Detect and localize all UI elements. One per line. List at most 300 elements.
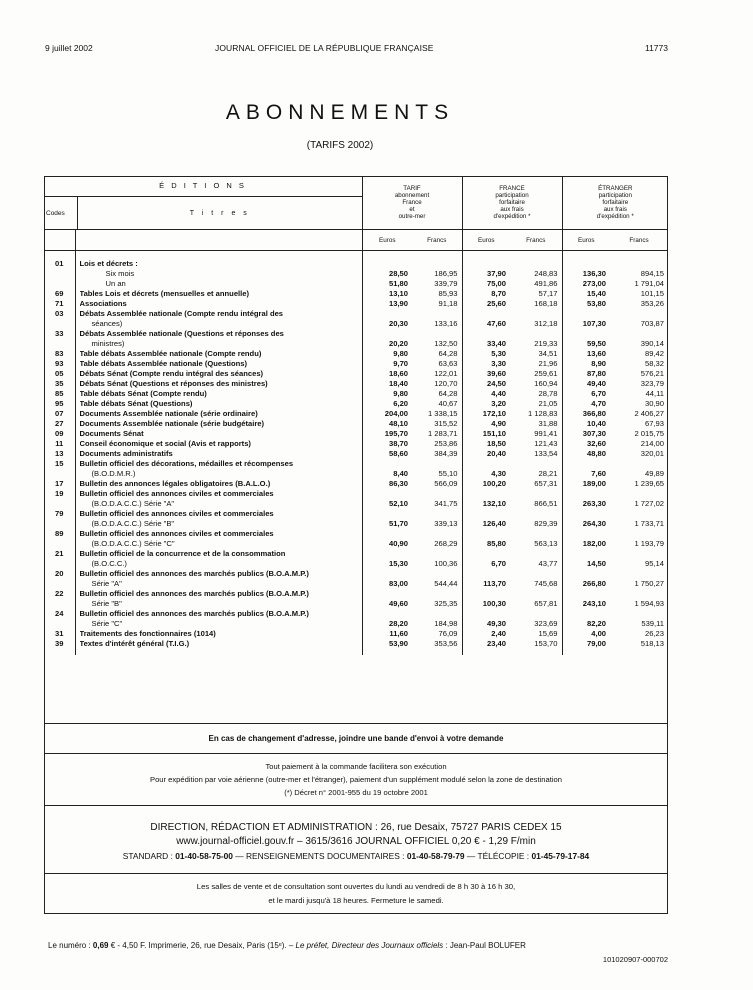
- row-title: Bulletin officiel des annonces des marchés publics (B.O.A.M.P.) Série "B": [79, 589, 309, 608]
- row-code: 95: [44, 399, 75, 409]
- row-value: 52,10: [362, 489, 412, 509]
- row-value: 323,79: [640, 379, 665, 388]
- row-value: 51,80: [362, 279, 412, 289]
- row-title: Table débats Sénat (Compte rendu): [79, 389, 207, 398]
- row-value: 49,60: [362, 589, 412, 609]
- row-value: 563,13: [534, 539, 558, 548]
- row-value: 25,60: [462, 299, 510, 309]
- row-value: 1 727,02: [634, 499, 665, 508]
- row-value: 566,09: [434, 479, 458, 488]
- row-value: 13,60: [562, 349, 610, 359]
- row-code: 11: [44, 439, 75, 449]
- row-code: 71: [44, 299, 75, 309]
- row-value: 79,00: [562, 639, 610, 649]
- row-value: 894,15: [640, 269, 665, 278]
- row-value: 657,81: [534, 599, 558, 608]
- row-value: 353,56: [434, 639, 458, 648]
- prefect-title: Le préfet, Directeur des Journaux officiels: [295, 941, 444, 950]
- row-value: 15,69: [538, 629, 558, 638]
- row-code: 93: [44, 359, 75, 369]
- row-value: 26,23: [645, 629, 665, 638]
- table-row: [44, 379, 668, 389]
- row-code: 39: [44, 639, 75, 649]
- row-value: 43,77: [538, 559, 558, 568]
- row-value: 10,40: [562, 419, 610, 429]
- row-value: 121,43: [534, 439, 558, 448]
- table-row: [44, 589, 668, 609]
- row-value: 53,80: [562, 299, 610, 309]
- row-value: 264,30: [562, 509, 610, 529]
- row-value: [412, 259, 462, 269]
- phone-standard: 01-40-58-75-00: [175, 851, 233, 861]
- row-title: Bulletin officiel des annonces civiles et commerciales (B.O.D.A.C.C.) Série "B": [79, 509, 274, 528]
- row-value: 18,50: [462, 439, 510, 449]
- row-title: Documents Sénat: [79, 429, 144, 438]
- row-value: 38,70: [362, 439, 412, 449]
- row-value: 3,20: [462, 399, 510, 409]
- footer-reference: 101020907-000702: [602, 955, 668, 964]
- unit-euros: Euros: [362, 230, 412, 251]
- row-title: Table débats Sénat (Questions): [79, 399, 193, 408]
- row-value: 20,30: [362, 309, 412, 329]
- table-row: [44, 429, 668, 439]
- row-value: 491,86: [534, 279, 558, 288]
- payment-notice: [44, 753, 668, 806]
- table-row: [44, 609, 668, 629]
- unit-francs: Francs: [510, 230, 562, 251]
- page-title: ABONNEMENTS: [225, 101, 455, 124]
- row-value: 9,80: [362, 349, 412, 359]
- row-value: 100,20: [462, 479, 510, 489]
- row-code: 17: [44, 479, 75, 489]
- row-value: 37,90: [462, 269, 510, 279]
- row-code: 07: [44, 409, 75, 419]
- row-value: 100,36: [434, 559, 458, 568]
- row-value: 1 750,27: [634, 579, 665, 588]
- row-title: Débats Assemblée nationale (Compte rendu intégral des séances): [79, 309, 284, 328]
- row-value: 101,15: [640, 289, 665, 298]
- units-row: [44, 230, 668, 251]
- row-value: 366,80: [562, 409, 610, 419]
- row-value: 67,93: [645, 419, 665, 428]
- row-title: Bulletin officiel des décorations, médailles et récompenses (B.O.D.M.R.): [79, 459, 294, 478]
- row-value: 32,60: [562, 439, 610, 449]
- row-value: 184,98: [434, 619, 458, 628]
- header-date: 9 juillet 2002: [45, 43, 93, 53]
- row-value: 384,39: [434, 449, 458, 458]
- row-value: 11,60: [362, 629, 412, 639]
- row-value: 83,00: [362, 569, 412, 589]
- direction-address: DIRECTION, RÉDACTION ET ADMINISTRATION : 26, rue Desaix, 75727 PARIS CEDEX 15: [150, 822, 562, 833]
- row-value: 48,80: [562, 449, 610, 459]
- row-value: 5,30: [462, 349, 510, 359]
- unit-euros: Euros: [462, 230, 510, 251]
- row-value: 1 338,15: [427, 409, 458, 418]
- row-value: 189,00: [562, 479, 610, 489]
- row-value: 219,33: [534, 339, 558, 348]
- row-code: [44, 279, 75, 289]
- row-code: 15: [44, 459, 75, 479]
- table-row: [44, 509, 668, 529]
- row-value: 253,86: [434, 439, 458, 448]
- row-value: 991,41: [534, 429, 558, 438]
- row-code: 83: [44, 349, 75, 359]
- row-title: Six mois: [105, 269, 135, 278]
- direction-block: [44, 805, 668, 874]
- address-change-notice: En cas de changement d'adresse, joindre une bande d'envoi à votre demande: [44, 723, 668, 754]
- header-journal-title: JOURNAL OFFICIEL DE LA RÉPUBLIQUE FRANÇAISE: [215, 43, 434, 53]
- row-value: [510, 259, 562, 269]
- table-row: [44, 639, 668, 649]
- col-france-header: FRANCE participation forfaitaire aux frais d'expédition *: [462, 176, 562, 230]
- table-row: [44, 359, 668, 369]
- signer: : Jean-Paul BOLUFER: [443, 941, 526, 950]
- page-header: [45, 43, 668, 57]
- table-row: [44, 259, 668, 269]
- row-code: 05: [44, 369, 75, 379]
- table-row: [44, 439, 668, 449]
- row-code: 20: [44, 569, 75, 589]
- row-value: 40,90: [362, 529, 412, 549]
- row-value: 86,30: [362, 479, 412, 489]
- row-value: 126,40: [462, 509, 510, 529]
- table-row: [44, 289, 668, 299]
- direction-website[interactable]: www.journal-officiel.gouv.fr – 3615/3616 JOURNAL OFFICIEL 0,20 € - 1,29 F/min: [176, 836, 536, 847]
- row-code: 19: [44, 489, 75, 509]
- row-value: 91,18: [438, 299, 458, 308]
- row-code: 22: [44, 589, 75, 609]
- table-row: [44, 449, 668, 459]
- row-code: [44, 269, 75, 279]
- row-value: 133,54: [534, 449, 558, 458]
- row-value: 13,10: [362, 289, 412, 299]
- row-value: 28,20: [362, 609, 412, 629]
- row-value: 33,40: [462, 329, 510, 349]
- payment-line: Tout paiement à la commande facilitera son exécution: [265, 762, 447, 771]
- tariff-table: [44, 176, 668, 655]
- row-title: Table débats Assemblée nationale (Questions): [79, 359, 248, 368]
- row-value: 85,93: [438, 289, 458, 298]
- row-value: 151,10: [462, 429, 510, 439]
- table-header-row: [44, 176, 668, 230]
- row-value: 2,40: [462, 629, 510, 639]
- table-row: [44, 569, 668, 589]
- row-title: Bulletin officiel de la concurrence et de la consommation (B.O.C.C.): [79, 549, 286, 568]
- row-value: 9,80: [362, 389, 412, 399]
- row-value: 40,67: [438, 399, 458, 408]
- row-code: 03: [44, 309, 75, 329]
- table-row: [44, 459, 668, 479]
- row-value: 243,10: [562, 589, 610, 609]
- table-row: [44, 409, 668, 419]
- row-code: 69: [44, 289, 75, 299]
- row-code: 01: [44, 259, 75, 269]
- row-title: Table débats Assemblée nationale (Compte rendu): [79, 349, 262, 358]
- table-row: [44, 419, 668, 429]
- unit-francs: Francs: [610, 230, 668, 251]
- table-row: [44, 349, 668, 359]
- row-value: 544,44: [434, 579, 458, 588]
- direction-phones: STANDARD : 01-40-58-75-00 — RENSEIGNEMENTS DOCUMENTAIRES : 01-40-58-79-79 — TÉLÉCOPIE : 01-45-79-17-84: [122, 851, 590, 861]
- row-value: 28,50: [362, 269, 412, 279]
- row-value: 21,96: [538, 359, 558, 368]
- table-row: [44, 529, 668, 549]
- row-value: 15,40: [562, 289, 610, 299]
- row-title: Débats Sénat (Questions et réponses des ministres): [79, 379, 268, 388]
- table-row: [44, 399, 668, 409]
- row-title: Bulletin officiel des annonces des marchés publics (B.O.A.M.P.) Série "C": [79, 609, 309, 628]
- row-value: 64,28: [438, 349, 458, 358]
- table-row: [44, 629, 668, 639]
- row-value: 353,26: [640, 299, 665, 308]
- table-row: [44, 369, 668, 379]
- row-value: 320,01: [640, 449, 665, 458]
- table-row: [44, 549, 668, 569]
- table-row: [44, 299, 668, 309]
- row-title: Lois et décrets :: [79, 259, 138, 268]
- row-value: 268,29: [434, 539, 458, 548]
- row-value: 1 128,83: [527, 409, 558, 418]
- row-value: 58,32: [645, 359, 665, 368]
- row-title: Bulletin officiel des annonces civiles et commerciales (B.O.D.A.C.C.) Série "A": [79, 489, 274, 508]
- row-code: 24: [44, 609, 75, 629]
- row-value: 266,80: [562, 569, 610, 589]
- row-value: 312,18: [534, 319, 558, 328]
- row-value: 390,14: [640, 339, 665, 348]
- row-value: 1 791,04: [634, 279, 665, 288]
- row-value: 9,70: [362, 359, 412, 369]
- row-value: 13,90: [362, 299, 412, 309]
- row-value: 47,60: [462, 309, 510, 329]
- row-value: 59,50: [562, 329, 610, 349]
- row-value: 21,05: [538, 399, 558, 408]
- row-value: 55,10: [438, 469, 458, 478]
- unit-euros: Euros: [562, 230, 610, 251]
- row-value: 172,10: [462, 409, 510, 419]
- phone-telecopie: 01-45-79-17-84: [531, 851, 590, 861]
- row-value: 214,00: [640, 439, 665, 448]
- row-value: [562, 259, 610, 269]
- row-value: 57,17: [538, 289, 558, 298]
- row-value: 28,78: [538, 389, 558, 398]
- row-value: 1 239,65: [634, 479, 665, 488]
- row-value: 18,40: [362, 379, 412, 389]
- row-value: 89,42: [645, 349, 665, 358]
- row-title: Tables Lois et décrets (mensuelles et annuelle): [79, 289, 250, 298]
- row-value: 39,60: [462, 369, 510, 379]
- row-code: 27: [44, 419, 75, 429]
- row-value: 132,50: [434, 339, 458, 348]
- row-value: 53,90: [362, 639, 412, 649]
- row-value: 49,89: [645, 469, 665, 478]
- row-value: 120,70: [434, 379, 458, 388]
- row-code: 89: [44, 529, 75, 549]
- row-value: 8,70: [462, 289, 510, 299]
- row-value: 76,09: [438, 629, 458, 638]
- row-title: Documents administratifs: [79, 449, 173, 458]
- row-value: 703,87: [640, 319, 665, 328]
- row-title: Documents Assemblée nationale (série ordinaire): [79, 409, 258, 418]
- row-value: 829,39: [534, 519, 558, 528]
- row-value: 107,30: [562, 309, 610, 329]
- opening-hours-notice: [44, 873, 668, 915]
- col-etranger-header: ÉTRANGER participation forfaitaire aux frais d'expédition *: [562, 176, 668, 230]
- row-value: 6,20: [362, 399, 412, 409]
- row-value: 23,40: [462, 639, 510, 649]
- row-value: 48,10: [362, 419, 412, 429]
- table-row: [44, 389, 668, 399]
- row-value: 85,80: [462, 529, 510, 549]
- row-code: 21: [44, 549, 75, 569]
- row-code: 31: [44, 629, 75, 639]
- col-tarif-header: TARIF abonnement France et outre-mer: [362, 176, 462, 230]
- row-value: 75,00: [462, 279, 510, 289]
- row-value: 100,30: [462, 589, 510, 609]
- codes-label: Codes: [44, 197, 78, 229]
- row-value: 58,60: [362, 449, 412, 459]
- row-value: 133,16: [434, 319, 458, 328]
- titres-label: T i t r e s: [189, 209, 250, 217]
- row-title: Documents Assemblée nationale (série budgétaire): [79, 419, 265, 428]
- table-row: [44, 479, 668, 489]
- row-value: 95,14: [645, 559, 665, 568]
- row-value: 6,70: [462, 549, 510, 569]
- payment-line: Pour expédition par voie aérienne (outre-mer et l'étranger), paiement d'un supplément modulé selon la zone de destination: [150, 775, 562, 784]
- row-value: 87,80: [562, 369, 610, 379]
- table-row: [44, 489, 668, 509]
- row-value: 4,00: [562, 629, 610, 639]
- row-value: 132,10: [462, 489, 510, 509]
- row-value: 15,30: [362, 549, 412, 569]
- row-title: Bulletin des annonces légales obligatoires (B.A.L.O.): [79, 479, 271, 488]
- row-value: [462, 259, 510, 269]
- row-value: 1 594,93: [634, 599, 665, 608]
- row-title: Bulletin officiel des annonces des marchés publics (B.O.A.M.P.) Série "A": [79, 569, 309, 588]
- row-value: 63,63: [438, 359, 458, 368]
- row-value: 82,20: [562, 609, 610, 629]
- row-value: 204,00: [362, 409, 412, 419]
- row-code: 33: [44, 329, 75, 349]
- row-value: [610, 259, 668, 269]
- hours-line: et le mardi jusqu'à 18 heures. Fermeture le samedi.: [268, 896, 444, 905]
- row-value: 195,70: [362, 429, 412, 439]
- row-value: [362, 259, 412, 269]
- row-title: Un an: [105, 279, 126, 288]
- row-value: 18,60: [362, 369, 412, 379]
- row-value: 339,79: [434, 279, 458, 288]
- editions-label: É D I T I O N S: [44, 176, 362, 197]
- header-page-number: 11773: [644, 43, 668, 53]
- row-value: 51,70: [362, 509, 412, 529]
- row-value: 4,40: [462, 389, 510, 399]
- row-value: 248,83: [534, 269, 558, 278]
- row-title: Conseil économique et social (Avis et rapports): [79, 439, 251, 448]
- row-code: 79: [44, 509, 75, 529]
- row-value: 4,90: [462, 419, 510, 429]
- row-value: 657,31: [534, 479, 558, 488]
- row-value: 160,94: [534, 379, 558, 388]
- row-value: 31,88: [538, 419, 558, 428]
- row-value: 323,69: [534, 619, 558, 628]
- row-value: 1 193,79: [634, 539, 665, 548]
- row-value: 49,40: [562, 379, 610, 389]
- tariff-rows: [44, 251, 668, 656]
- row-title: Débats Assemblée nationale (Questions et réponses des ministres): [79, 329, 284, 348]
- row-value: 2 406,27: [634, 409, 665, 418]
- row-value: 273,00: [562, 279, 610, 289]
- row-value: 8,90: [562, 359, 610, 369]
- row-value: 122,01: [434, 369, 458, 378]
- row-title: Bulletin officiel des annonces civiles et commerciales (B.O.D.A.C.C.) Série "C": [79, 529, 274, 548]
- row-title: Débats Sénat (Compte rendu intégral des séances): [79, 369, 264, 378]
- row-value: 4,30: [462, 459, 510, 479]
- table-row: [44, 279, 668, 289]
- row-value: 259,61: [534, 369, 558, 378]
- table-row: [44, 309, 668, 329]
- hours-line: Les salles de vente et de consultation sont ouvertes du lundi au vendredi de 8 h 30 à 16 h 30,: [196, 882, 516, 891]
- unit-francs: Francs: [412, 230, 462, 251]
- row-title: Traitements des fonctionnaires (1014): [79, 629, 216, 638]
- row-code: 35: [44, 379, 75, 389]
- row-value: 153,70: [534, 639, 558, 648]
- row-value: 24,50: [462, 379, 510, 389]
- row-value: 20,20: [362, 329, 412, 349]
- payment-line: (*) Décret n° 2001-955 du 19 octobre 2001: [284, 788, 428, 797]
- table-row: [44, 329, 668, 349]
- row-value: 2 015,75: [634, 429, 665, 438]
- row-value: 539,11: [641, 619, 665, 628]
- row-value: 20,40: [462, 449, 510, 459]
- row-value: 113,70: [462, 569, 510, 589]
- row-value: 866,51: [534, 499, 558, 508]
- row-value: 745,68: [534, 579, 558, 588]
- row-value: 263,30: [562, 489, 610, 509]
- row-value: 315,52: [434, 419, 458, 428]
- row-value: 14,50: [562, 549, 610, 569]
- row-value: 28,21: [538, 469, 558, 478]
- row-value: 518,13: [640, 639, 665, 648]
- row-value: 64,28: [438, 389, 458, 398]
- phone-renseignements: 01-40-58-79-79: [406, 851, 465, 861]
- row-value: 341,75: [434, 499, 458, 508]
- row-value: 44,11: [645, 389, 665, 398]
- row-value: 186,95: [434, 269, 458, 278]
- row-title: Textes d'intérêt général (T.I.G.): [79, 639, 190, 648]
- row-value: 4,70: [562, 399, 610, 409]
- row-value: 325,35: [434, 599, 458, 608]
- row-value: 182,00: [562, 529, 610, 549]
- row-code: 09: [44, 429, 75, 439]
- row-value: 136,30: [562, 269, 610, 279]
- row-value: 168,18: [534, 299, 558, 308]
- issue-price: 0,69: [92, 941, 109, 950]
- row-value: 576,21: [640, 369, 665, 378]
- row-title: Associations: [79, 299, 127, 308]
- row-value: 6,70: [562, 389, 610, 399]
- table-row: [44, 269, 668, 279]
- row-value: 3,30: [462, 359, 510, 369]
- row-value: 49,30: [462, 609, 510, 629]
- row-value: 1 283,71: [427, 429, 458, 438]
- footer-line: Le numéro : 0,69 € - 4,50 F. Imprimerie, 26, rue Desaix, Paris (15ᵉ). – Le préfet, Directeur des Journaux officiels : Jean-Paul BOLUFER: [48, 941, 526, 950]
- row-code: 13: [44, 449, 75, 459]
- page-subtitle: (TARIFS 2002): [306, 140, 374, 151]
- row-value: 307,30: [562, 429, 610, 439]
- row-value: 339,13: [434, 519, 458, 528]
- row-value: 7,60: [562, 459, 610, 479]
- row-value: 34,51: [538, 349, 558, 358]
- row-value: 1 733,71: [634, 519, 665, 528]
